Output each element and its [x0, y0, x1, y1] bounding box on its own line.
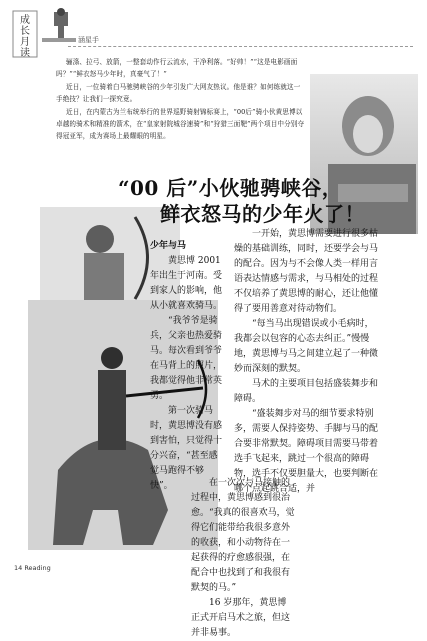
article-paragraph: 一开始，黄思博需要进行很多枯燥的基础训练，同时，还要学会与马的配合。因为与不会像人类一样用言语表达情感与需求，与马相处的过程不仅培养了黄思博的耐心，还让他懂得了要用善意对待动物们。: [234, 229, 379, 314]
intro-paragraph: 近日，一位骑着白马驰骋峡谷的少年引发广大网友热议。他是谁？如何练就这一手绝技？让我们一探究竟。: [56, 82, 301, 104]
article-paragraph: “我爷爷是骑兵，父亲也热爱骑马。每次看到爷爷在马背上的照片，我都觉得他非常英勇。”: [150, 316, 223, 401]
section-tab: [68, 36, 413, 47]
series-badge-char-2: 长: [20, 26, 30, 37]
headline-line-1: “00 后”小伙驰骋峡谷，: [118, 176, 343, 200]
article-paragraph: 在一次次与马接触的过程中，黄思博感到很治愈。“我真的很喜欢马，觉得它们能带给我很多意外的收获，和小动物待在一起获得的疗愈感很强，在配合中也找到了和我很有默契的马。”: [191, 478, 295, 593]
section-tab-label: 涵星手: [78, 36, 99, 44]
article-paragraph: 黄思博 2001年出生于河南。受到家人的影响，他从小就喜欢骑马。: [150, 256, 223, 311]
article-subhead: 少年与马: [150, 241, 187, 251]
article-paragraph: 马术的主要项目包括盛装舞步和障碍。: [234, 379, 379, 404]
article-column-middle-lower: [191, 476, 295, 641]
series-badge-char-4: 读: [20, 48, 30, 59]
article-column-middle: [150, 239, 226, 494]
article-paragraph: 第一次骑马时，黄思博没有感到害怕，只觉得十分兴奋，“甚至感觉马跑得不够快”。: [150, 406, 223, 491]
page-footer: 14 Reading: [14, 564, 51, 572]
headline-line-2: 鲜衣怒马的少年火了！: [160, 202, 365, 226]
article-paragraph: “盛装舞步对马的细节要求特别多，需要人保持姿势、手脚与马的配合要非常默契。障碍项目需要马带着选手飞起来，跳过一个很高的障碍物，选手不仅要胆量大，也要判断在哪个点起跳合适，并: [234, 409, 379, 494]
intro-text: [56, 56, 306, 143]
intro-paragraph: 近日，在内蒙古为兰布统举行的世界巡野骑射锦标赛上，“00后”骑小伙黄思博以卓越的骑术和精准的箭术，在“皇家射院城谷速骑”和“狩猎三面靶”两个项目中分别夺得冠亚军，成为赛场上最耀眼的明星。: [56, 107, 305, 141]
article-paragraph: 16 岁那年，黄思博正式开启马术之旅，但这并非易事。: [191, 598, 291, 638]
intro-paragraph: 骊涤、拉弓、放箭，一整套动作行云流水，干净利落。“好帅！”“这是电影画面吗？”“鲜衣怒马少年时，真豪气了！”: [56, 58, 298, 79]
series-badge-char-3: 月: [20, 37, 30, 48]
article-paragraph: “每当马出现错误或小毛病时，我都会以包容的心态去纠正。”慢慢地，黄思博与马之间建立起了一种微妙而深刻的默契。: [234, 319, 379, 374]
series-badge-char-1: 成: [20, 15, 30, 26]
article-column-right: [234, 227, 382, 497]
